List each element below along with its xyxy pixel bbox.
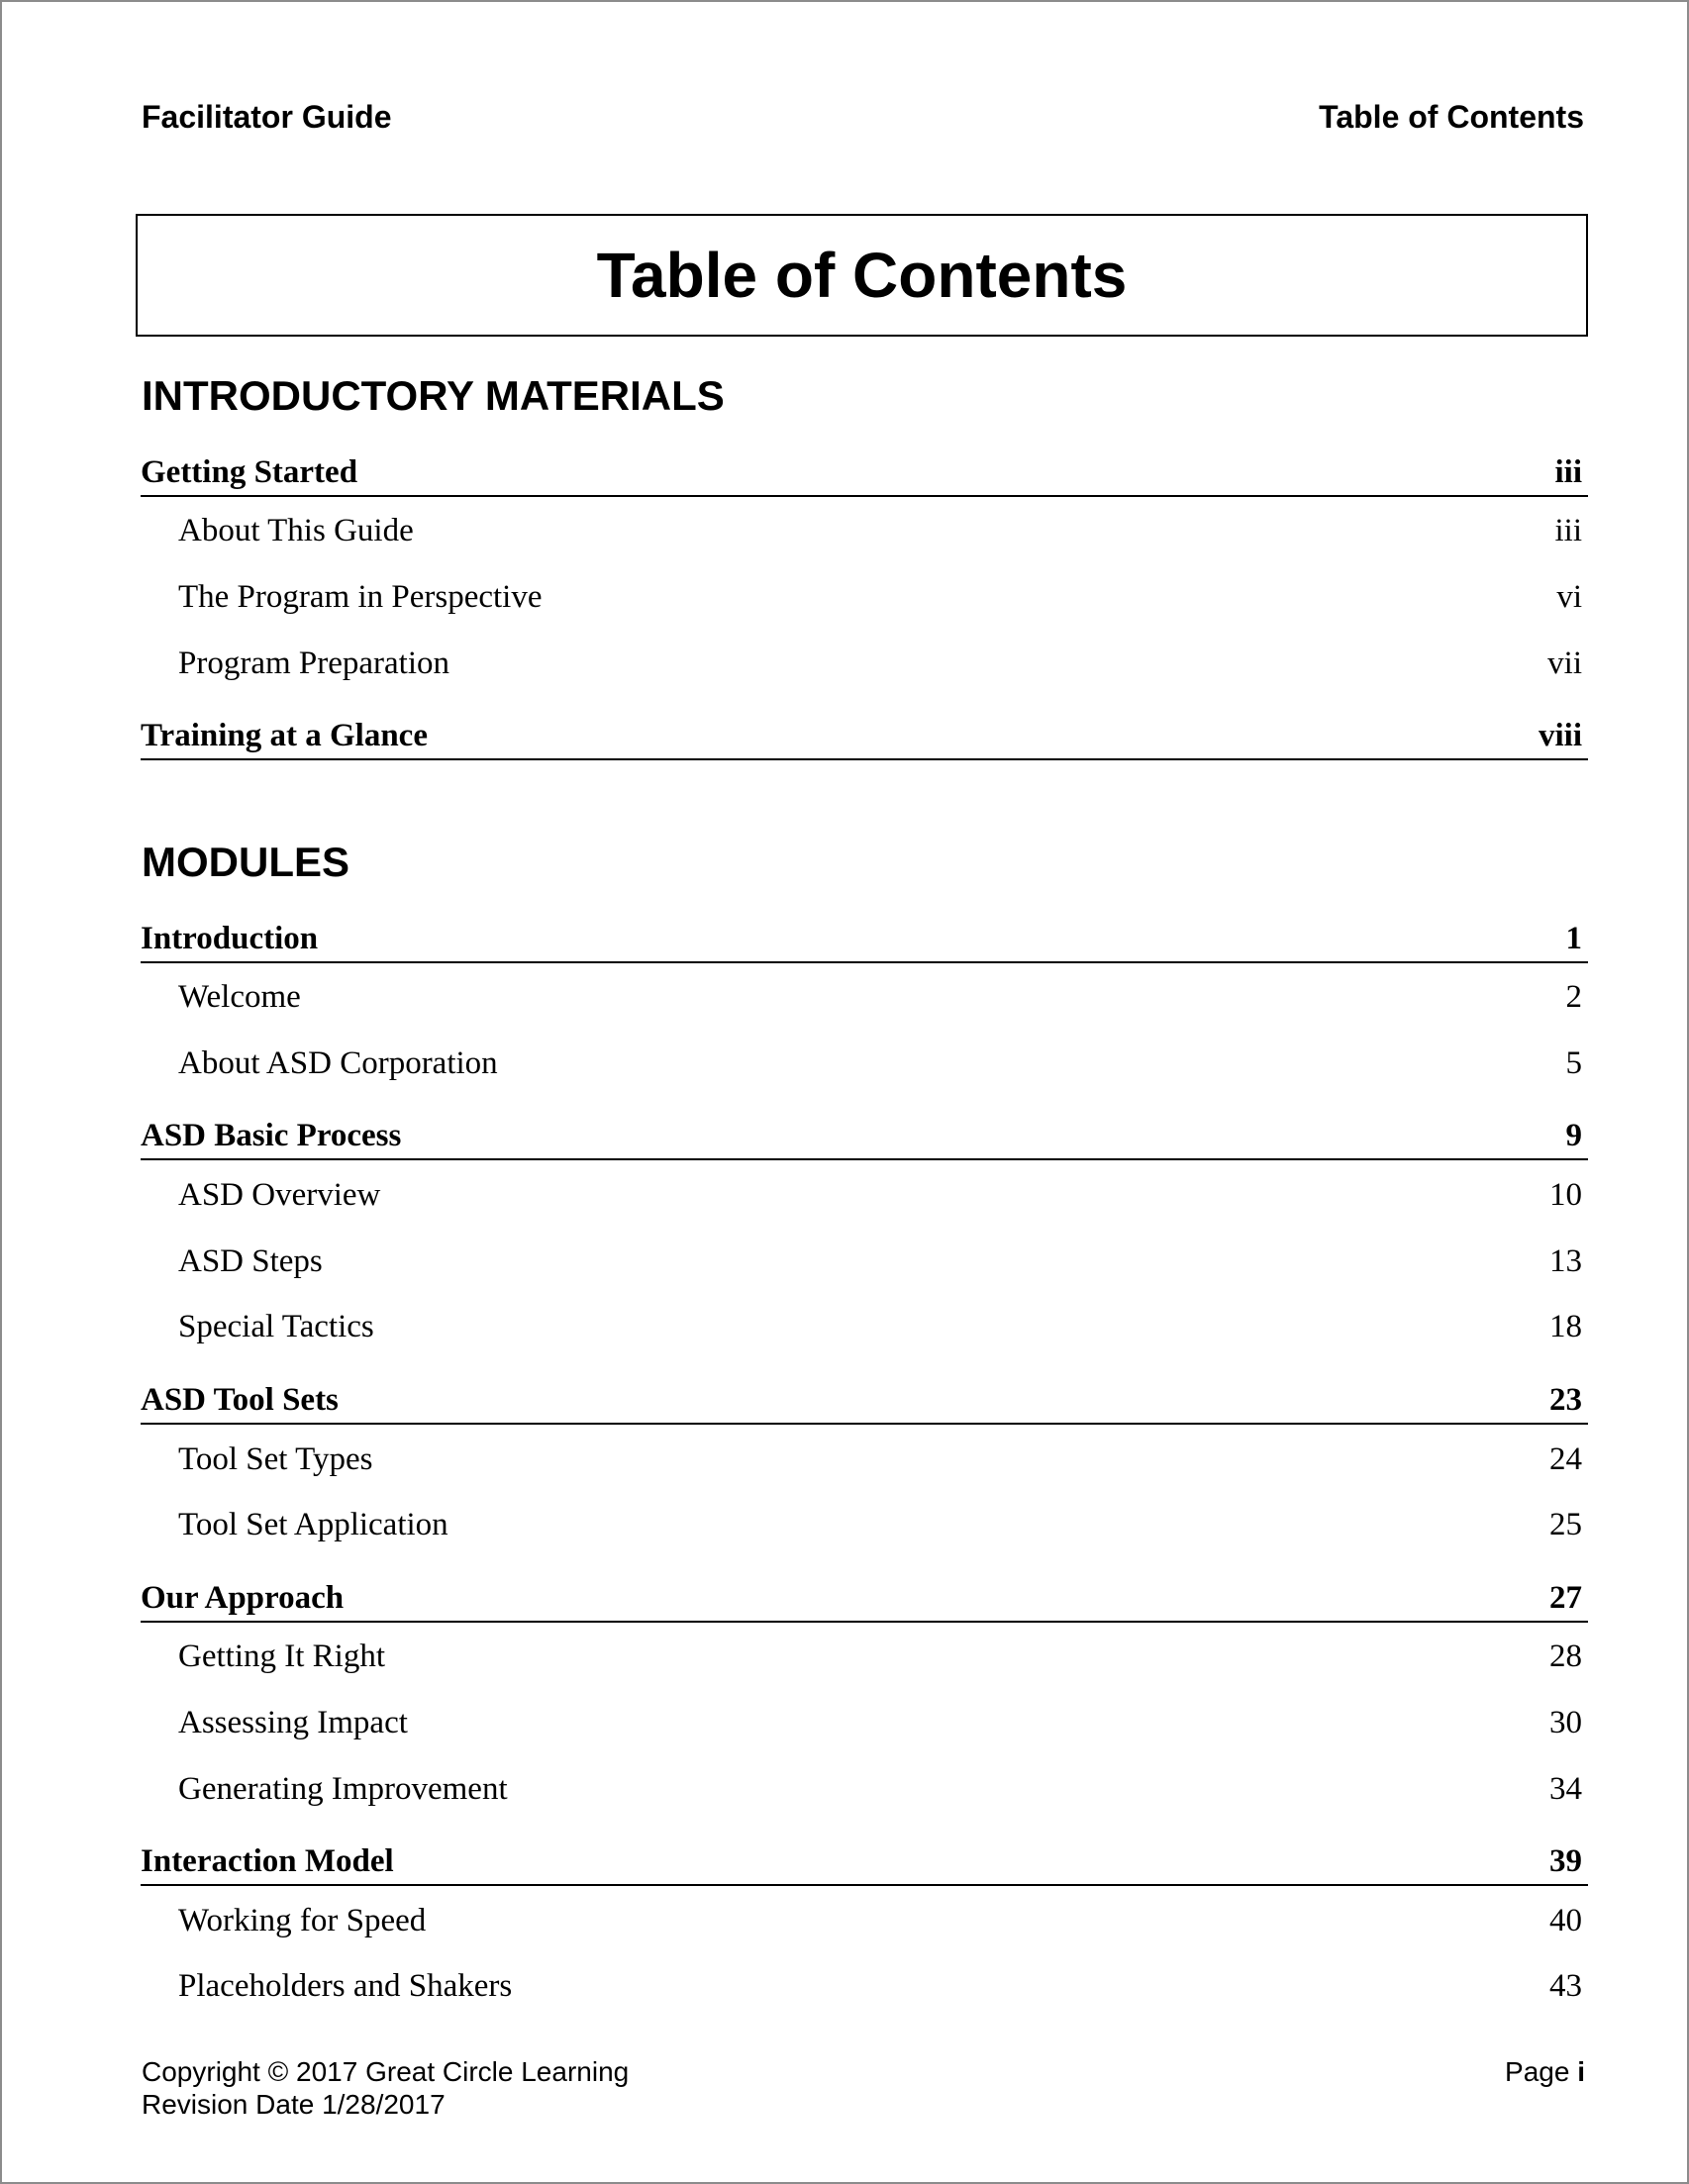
- toc-subentry[interactable]: [141, 1227, 1588, 1293]
- footer-page-prefix: Page: [1505, 2056, 1578, 2087]
- toc-entry-page: 25: [1549, 1507, 1582, 1543]
- section-heading-modules: MODULES: [142, 839, 349, 885]
- toc-entry-page: iii: [1554, 513, 1582, 549]
- toc-entry-label: Welcome: [178, 979, 301, 1016]
- toc-entry-label: Special Tactics: [178, 1309, 374, 1345]
- toc-entry-page: 30: [1549, 1704, 1582, 1740]
- toc-entry-label: Placeholders and Shakers: [178, 1968, 513, 2005]
- toc-entry-page: 24: [1549, 1440, 1582, 1477]
- toc-entry-page: 1: [1565, 920, 1582, 956]
- toc-entry-page: 5: [1565, 1044, 1582, 1081]
- toc-entry-label: Our Approach: [141, 1579, 345, 1616]
- toc-entry-label: About ASD Corporation: [178, 1044, 498, 1081]
- toc-modules-list: [141, 897, 1588, 2018]
- toc-entry-page: 40: [1549, 1902, 1582, 1938]
- toc-entry-page: 34: [1549, 1770, 1582, 1807]
- toc-entry-label: ASD Steps: [178, 1242, 323, 1279]
- toc-entry-label: Training at a Glance: [141, 717, 428, 753]
- toc-chapter-entry[interactable]: [141, 1556, 1588, 1623]
- toc-entry-label: Assessing Impact: [178, 1704, 408, 1740]
- toc-subentry[interactable]: [141, 963, 1588, 1030]
- section-heading-introductory: INTRODUCTORY MATERIALS: [142, 372, 725, 419]
- toc-chapter-entry[interactable]: [141, 1820, 1588, 1886]
- toc-entry-page: vi: [1556, 578, 1582, 615]
- toc-subentry[interactable]: [141, 1952, 1588, 2019]
- toc-chapter-entry[interactable]: [141, 694, 1588, 760]
- toc-entry-label: Getting It Right: [178, 1638, 385, 1675]
- toc-entry-page: 2: [1565, 979, 1582, 1016]
- toc-chapter-entry[interactable]: [141, 1358, 1588, 1425]
- toc-subentry[interactable]: [141, 562, 1588, 629]
- toc-entry-page: iii: [1554, 453, 1582, 490]
- toc-chapter-entry[interactable]: [141, 431, 1588, 497]
- toc-entry-label: ASD Basic Process: [141, 1118, 402, 1154]
- page-footer: [142, 2055, 1585, 2121]
- toc-entry-page: 27: [1549, 1579, 1582, 1616]
- toc-entry-label: Introduction: [141, 920, 319, 956]
- toc-entry-page: 39: [1549, 1842, 1582, 1879]
- footer-page-value: i: [1577, 2056, 1585, 2087]
- toc-entry-page: 13: [1549, 1242, 1582, 1279]
- toc-subentry[interactable]: [141, 1425, 1588, 1491]
- footer-copyright: Copyright © 2017 Great Circle Learning: [142, 2056, 630, 2087]
- toc-entry-label: Working for Speed: [178, 1902, 427, 1938]
- toc-entry-page: 23: [1549, 1381, 1582, 1418]
- header-guide-title: Facilitator Guide: [142, 99, 392, 135]
- toc-introductory-list: [141, 431, 1588, 760]
- footer-page-number: [1505, 2055, 1585, 2121]
- toc-entry-label: The Program in Perspective: [178, 578, 543, 615]
- toc-entry-page: 18: [1549, 1309, 1582, 1345]
- toc-subentry[interactable]: [141, 1160, 1588, 1227]
- toc-entry-page: viii: [1538, 717, 1582, 753]
- toc-subentry[interactable]: [141, 1623, 1588, 1689]
- toc-entry-label: Tool Set Application: [178, 1507, 448, 1543]
- toc-subentry[interactable]: [141, 1490, 1588, 1556]
- header-section-title: Table of Contents: [1319, 99, 1584, 135]
- toc-entry-label: ASD Overview: [178, 1177, 381, 1214]
- toc-subentry[interactable]: [141, 1293, 1588, 1359]
- toc-subentry[interactable]: [141, 1688, 1588, 1754]
- toc-subentry[interactable]: [141, 1754, 1588, 1821]
- toc-entry-label: ASD Tool Sets: [141, 1381, 339, 1418]
- toc-entry-label: Program Preparation: [178, 645, 450, 681]
- toc-entry-label: Tool Set Types: [178, 1440, 373, 1477]
- toc-subentry[interactable]: [141, 1886, 1588, 1952]
- toc-entry-page: 10: [1549, 1177, 1582, 1214]
- toc-entry-label: About This Guide: [178, 513, 414, 549]
- toc-entry-page: 28: [1549, 1638, 1582, 1675]
- toc-entry-label: Getting Started: [141, 453, 358, 490]
- toc-entry-page: 9: [1565, 1118, 1582, 1154]
- toc-entry-label: Interaction Model: [141, 1842, 394, 1879]
- running-header: [142, 99, 1584, 136]
- page-title: Table of Contents: [136, 214, 1588, 337]
- footer-revision-date: Revision Date 1/28/2017: [142, 2089, 446, 2120]
- toc-chapter-entry[interactable]: [141, 1095, 1588, 1161]
- toc-subentry[interactable]: [141, 497, 1588, 563]
- toc-chapter-entry[interactable]: [141, 897, 1588, 963]
- toc-subentry[interactable]: [141, 629, 1588, 695]
- toc-entry-label: Generating Improvement: [178, 1770, 508, 1807]
- toc-entry-page: vii: [1547, 645, 1582, 681]
- toc-entry-page: 43: [1549, 1968, 1582, 2005]
- toc-subentry[interactable]: [141, 1029, 1588, 1095]
